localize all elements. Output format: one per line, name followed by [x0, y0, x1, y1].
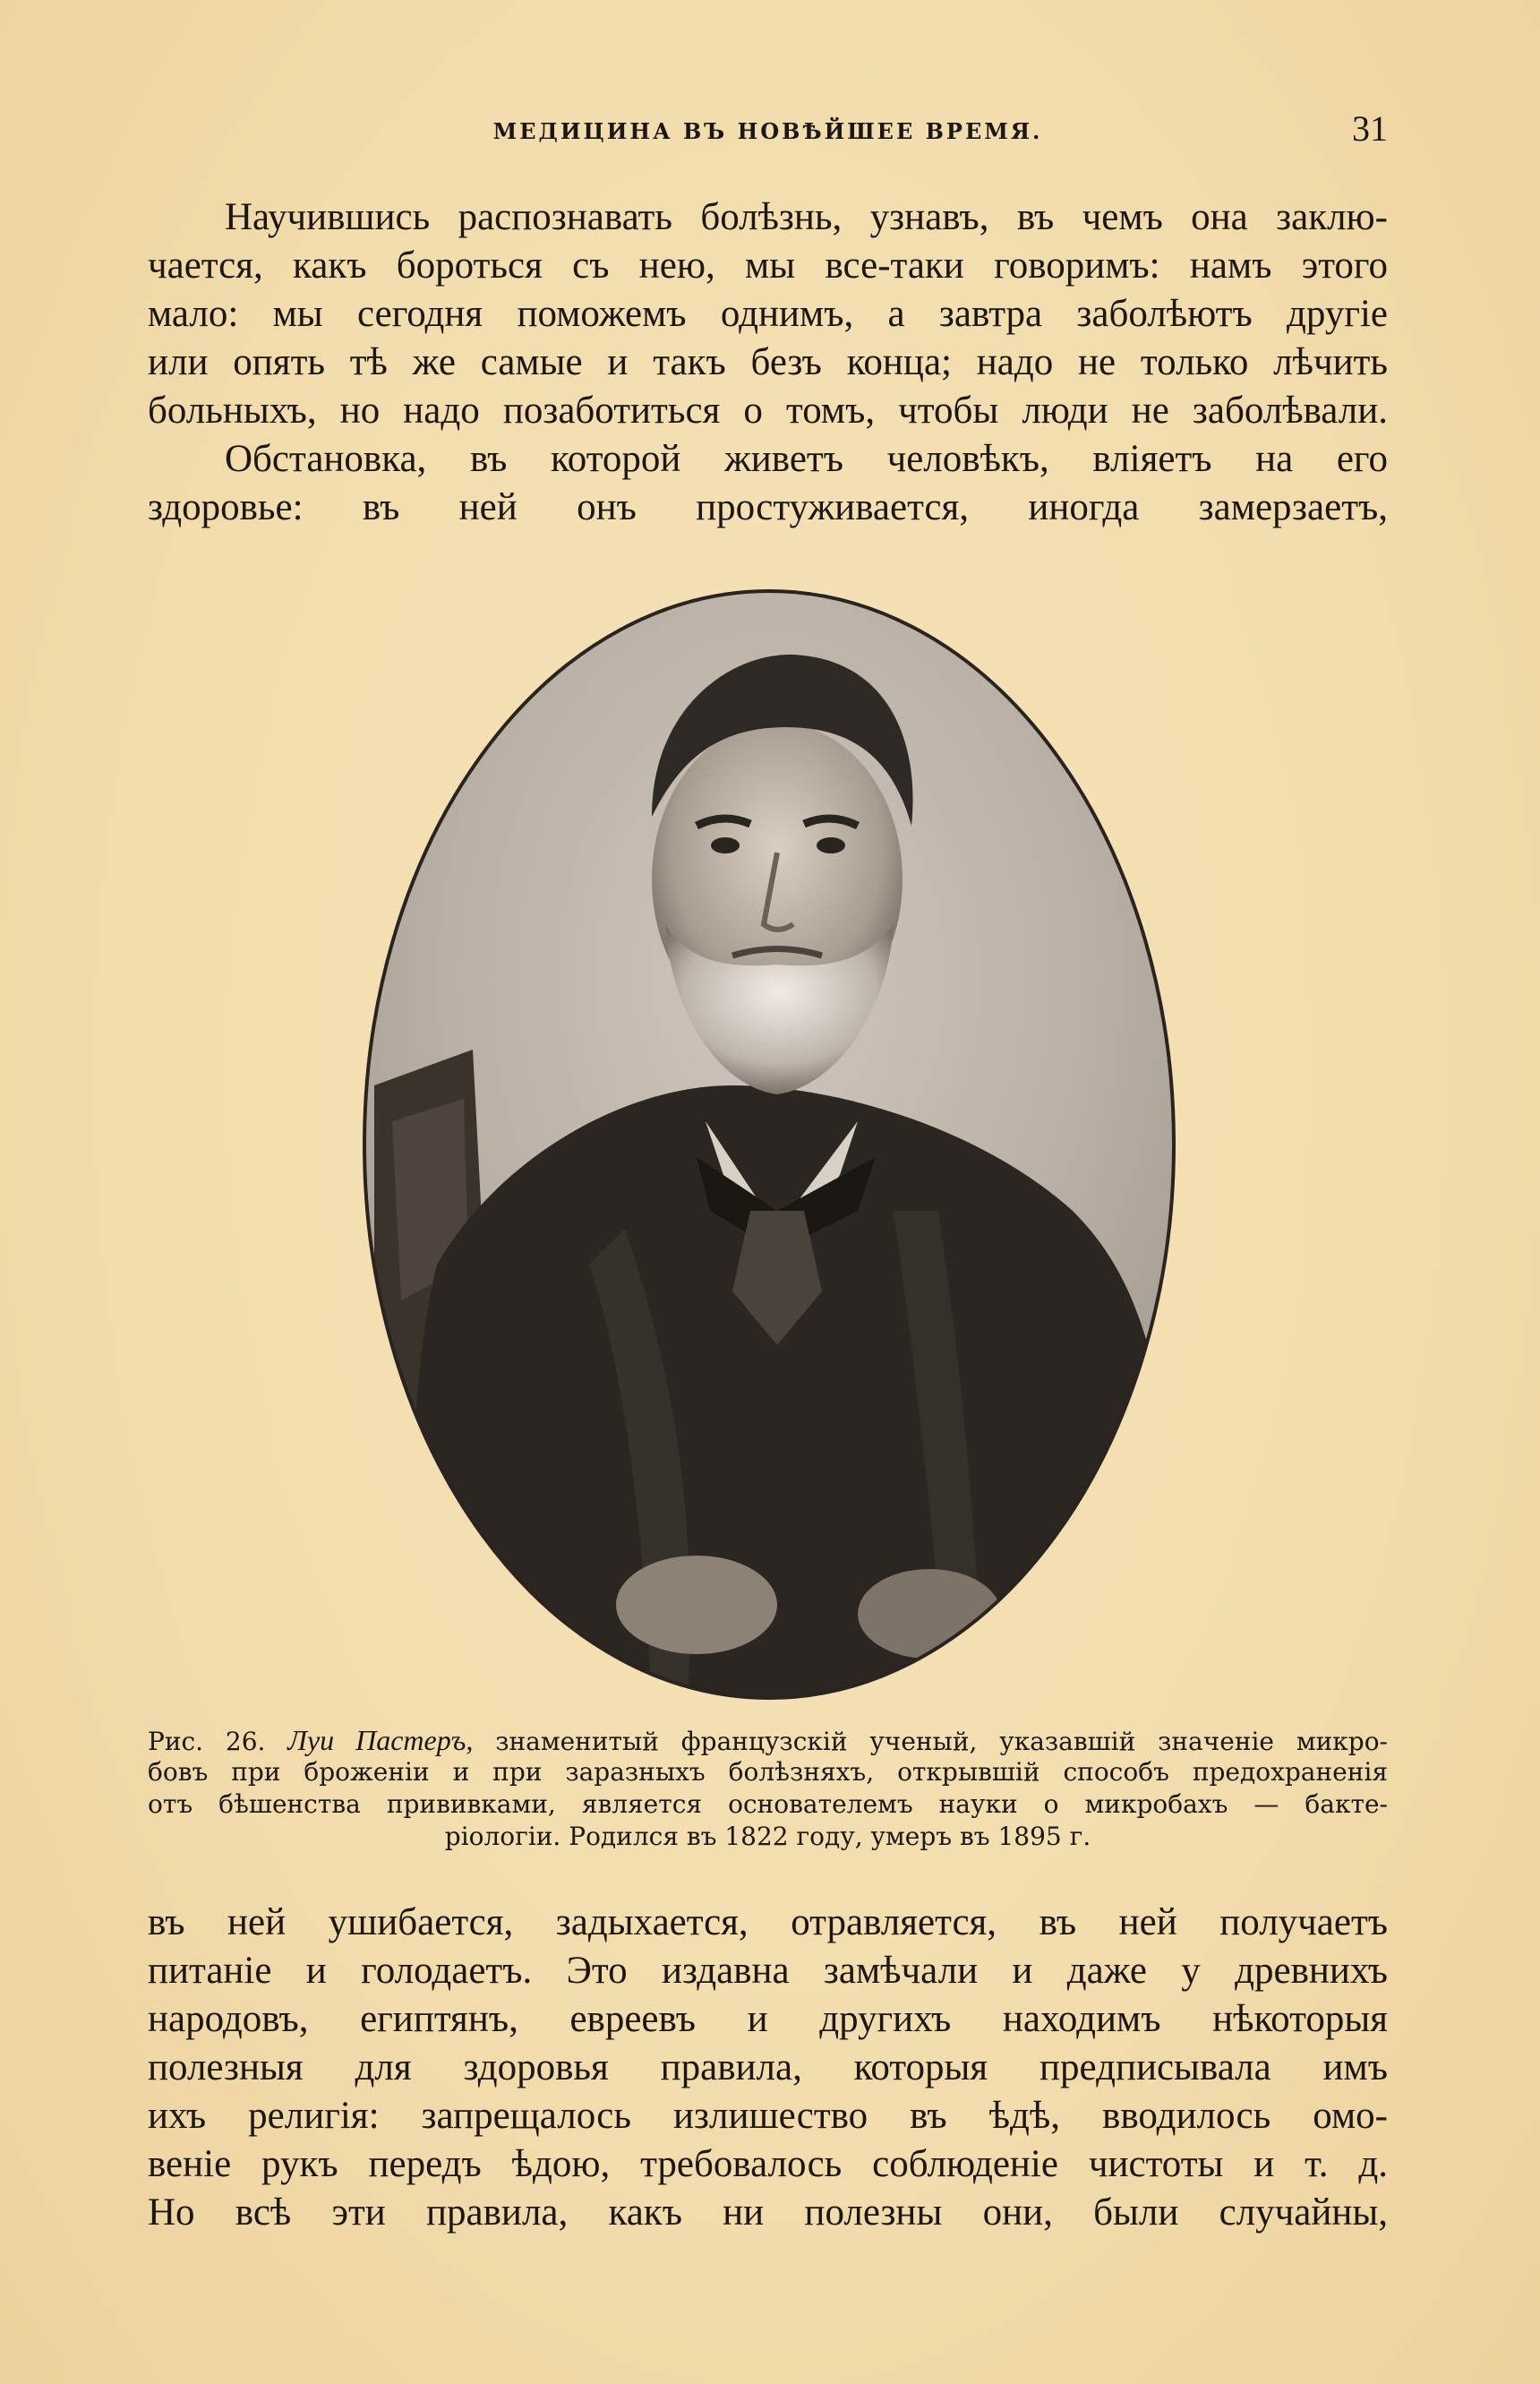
text-line: въ ней ушибается, задыхается, отравляется, въ ней получаетъ [148, 1901, 1388, 1943]
figure-caption [148, 1724, 1388, 1853]
text-line: Обстановка, въ которой живетъ человѣкъ, вліяетъ на его [225, 438, 1388, 480]
caption-line-1 [148, 1724, 1388, 1756]
caption-label: Рис. 26. [148, 1727, 266, 1756]
text-line: веніе рукъ передъ ѣдою, требовалось соблюденіе чистоты и т. д. [148, 2143, 1388, 2185]
header-title: МЕДИЦИНА ВЪ НОВѢЙШЕЕ ВРЕМЯ. [492, 118, 1043, 144]
portrait-figure [356, 584, 1182, 1705]
caption-line-2: бовъ при броженіи и при заразныхъ болѣзняхъ, открывшій способъ предохраненія [148, 1757, 1388, 1787]
caption-line-4: ріологіи. Родился въ 1822 году, умеръ въ 1895 г. [444, 1822, 1091, 1851]
text-line: ихъ религія: запрещалось излишество въ ѣдѣ, вводилось омо- [148, 2095, 1388, 2137]
text-line: здоровье: въ ней онъ простуживается, иногда замерзаетъ, [148, 486, 1388, 528]
running-header [148, 107, 1388, 161]
text-line: мало: мы сегодня поможемъ однимъ, а завтра заболѣютъ другіе [148, 293, 1388, 335]
caption-name: Луи Пастеръ, [287, 1724, 474, 1756]
text-line: или опять тѣ же самые и такъ безъ конца; надо не только лѣчить [148, 341, 1388, 383]
text-bottom [148, 1899, 1388, 2237]
text-line: полезныя для здоровья правила, которыя предписывала имъ [148, 2046, 1388, 2088]
caption-line-3: отъ бѣшенства прививками, является основателемъ науки о микробахъ — бакте- [148, 1789, 1388, 1819]
text-line: народовъ, египтянъ, евреевъ и другихъ находимъ нѣкоторыя [148, 1998, 1388, 2040]
text-line: Но всѣ эти правила, какъ ни полезны они, были случайны, [148, 2191, 1388, 2234]
caption-line-1-rest: знаменитый французскій ученый, указавшій значеніе микро- [495, 1727, 1389, 1756]
text-line: больныхъ, но надо позаботиться о томъ, чтобы люди не заболѣвали. [148, 390, 1388, 432]
portrait-illustration [356, 584, 1182, 1705]
page-number: 31 [1352, 108, 1388, 149]
text-line: чается, какъ бороться съ нею, мы все-таки говоримъ: намъ этого [148, 244, 1388, 287]
text-line: Научившись распознавать болѣзнь, узнавъ, въ чемъ она заклю- [225, 196, 1388, 238]
text-top [148, 193, 1388, 532]
text-line: питаніе и голодаетъ. Это издавна замѣчали и даже у древнихъ [148, 1950, 1388, 1992]
